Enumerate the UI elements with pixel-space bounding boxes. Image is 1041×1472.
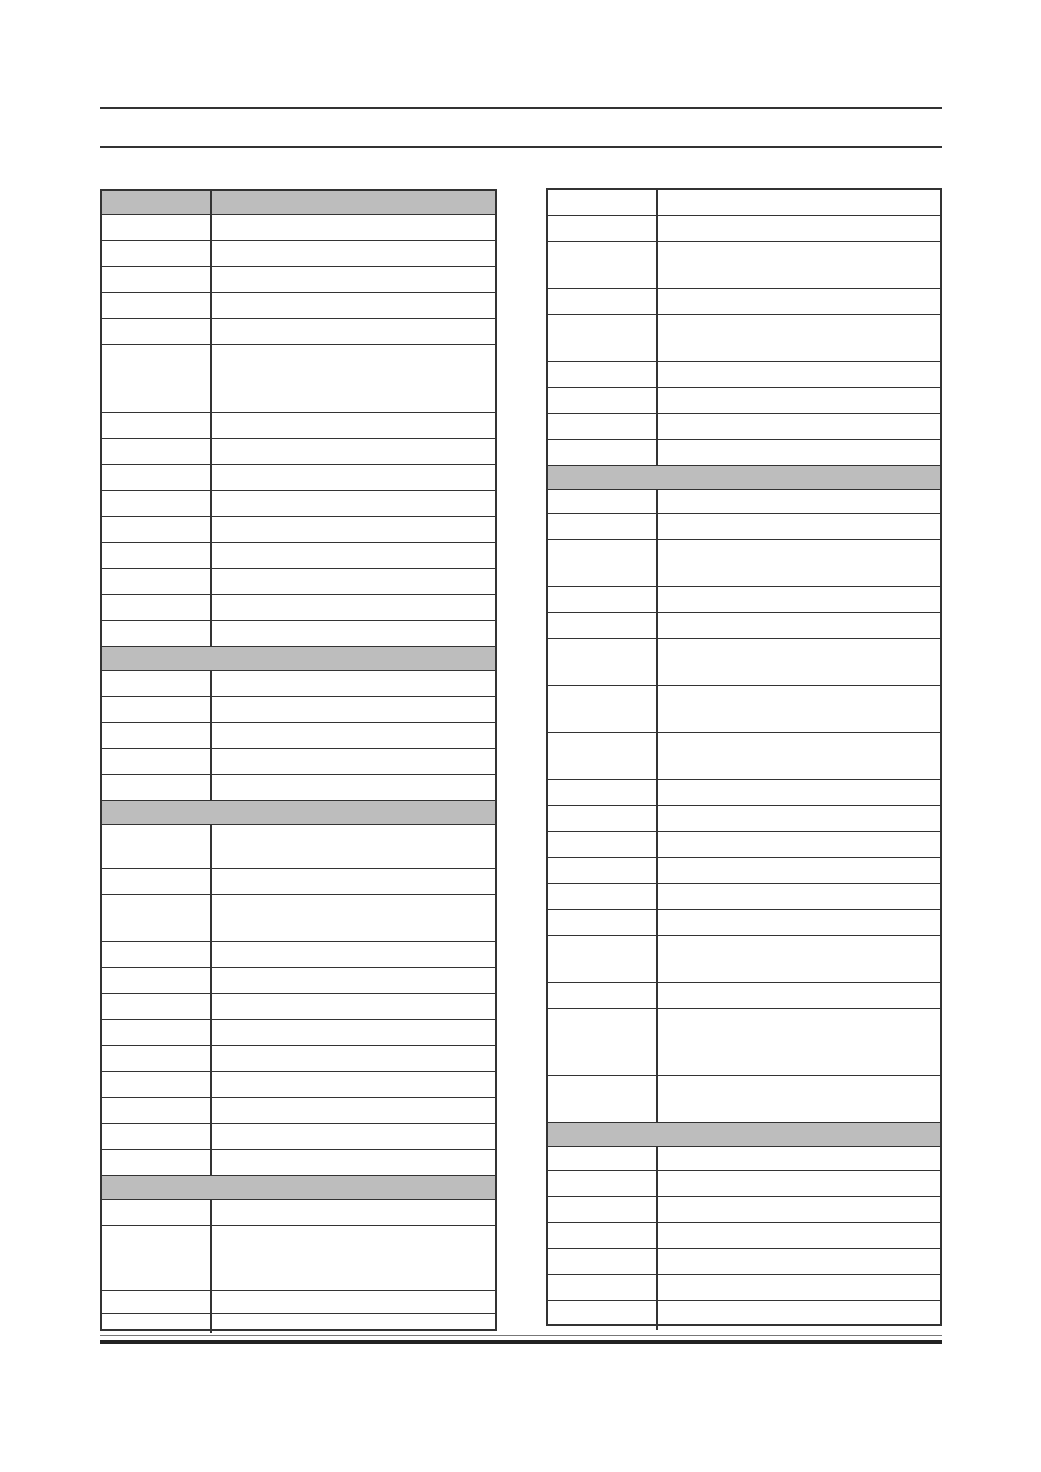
term-cell	[548, 983, 658, 1008]
term-cell	[102, 968, 212, 993]
term-cell	[548, 884, 658, 909]
term-cell	[102, 671, 212, 696]
left-table	[100, 189, 497, 1331]
description-cell	[658, 733, 940, 779]
table-row	[102, 293, 495, 319]
description-cell	[212, 942, 495, 967]
description-cell	[658, 983, 940, 1008]
description-cell	[212, 671, 495, 696]
description-cell	[658, 388, 940, 413]
table-row	[102, 569, 495, 595]
description-cell	[658, 540, 940, 586]
description-cell	[658, 315, 940, 361]
table-row	[102, 1200, 495, 1226]
table-row	[548, 362, 940, 388]
table-row	[548, 1147, 940, 1171]
table-row	[548, 613, 940, 639]
table-row	[548, 315, 940, 362]
term-cell	[548, 1275, 658, 1300]
section-title-cell	[102, 191, 212, 214]
table-row	[102, 895, 495, 942]
description-cell	[212, 697, 495, 722]
term-cell	[102, 1200, 212, 1225]
term-cell	[102, 293, 212, 318]
table-row	[548, 1197, 940, 1223]
description-cell	[658, 216, 940, 241]
table-row	[548, 686, 940, 733]
term-cell	[102, 465, 212, 490]
description-cell	[212, 241, 495, 266]
term-cell	[102, 621, 212, 646]
description-cell	[658, 1223, 940, 1248]
description-cell	[212, 994, 495, 1019]
table-row	[102, 1098, 495, 1124]
description-cell	[212, 215, 495, 240]
table-row	[102, 465, 495, 491]
table-row	[102, 968, 495, 994]
table-row	[102, 697, 495, 723]
table-row	[548, 216, 940, 242]
table-row	[102, 1072, 495, 1098]
description-cell	[658, 514, 940, 539]
table-row	[102, 1291, 495, 1314]
description-cell	[658, 806, 940, 831]
table-row	[548, 1275, 940, 1301]
term-cell	[102, 413, 212, 438]
table-row	[548, 388, 940, 414]
description-cell	[212, 1226, 495, 1290]
term-cell	[548, 540, 658, 586]
top-rule	[100, 107, 942, 109]
footer-rule-thick	[100, 1340, 942, 1344]
footer-rule-thin	[100, 1335, 942, 1336]
term-cell	[102, 595, 212, 620]
term-cell	[548, 613, 658, 638]
term-cell	[102, 215, 212, 240]
table-row	[102, 491, 495, 517]
right-table	[546, 188, 942, 1326]
description-cell	[212, 723, 495, 748]
table-row	[102, 319, 495, 345]
term-cell	[548, 686, 658, 732]
term-cell	[548, 362, 658, 387]
table-row	[548, 639, 940, 686]
term-cell	[548, 639, 658, 685]
term-cell	[102, 1020, 212, 1045]
term-cell	[548, 315, 658, 361]
section-header-row	[102, 801, 495, 825]
table-row	[548, 414, 940, 440]
term-cell	[102, 569, 212, 594]
term-cell	[548, 1009, 658, 1075]
table-row	[548, 440, 940, 466]
term-cell	[102, 267, 212, 292]
table-row	[548, 490, 940, 514]
term-cell	[548, 216, 658, 241]
table-row	[548, 780, 940, 806]
term-cell	[548, 388, 658, 413]
description-cell	[212, 569, 495, 594]
description-cell	[212, 595, 495, 620]
term-cell	[102, 697, 212, 722]
description-cell	[212, 1046, 495, 1071]
table-row	[548, 1223, 940, 1249]
term-cell	[102, 1150, 212, 1175]
description-cell	[212, 413, 495, 438]
table-row	[102, 942, 495, 968]
description-cell	[212, 1291, 495, 1313]
term-cell	[102, 895, 212, 941]
description-cell	[212, 869, 495, 894]
description-cell	[212, 517, 495, 542]
term-cell	[102, 517, 212, 542]
description-cell	[212, 1200, 495, 1225]
term-cell	[102, 723, 212, 748]
term-cell	[102, 1124, 212, 1149]
description-cell	[212, 1314, 495, 1333]
term-cell	[102, 1072, 212, 1097]
term-cell	[548, 1171, 658, 1196]
term-cell	[102, 1291, 212, 1313]
term-cell	[548, 1223, 658, 1248]
description-cell	[658, 190, 940, 215]
term-cell	[548, 1301, 658, 1330]
description-cell	[658, 289, 940, 314]
description-cell	[658, 832, 940, 857]
table-row	[548, 587, 940, 613]
term-cell	[102, 869, 212, 894]
description-cell	[212, 775, 495, 800]
term-cell	[548, 910, 658, 935]
table-row	[102, 1226, 495, 1291]
table-row	[548, 832, 940, 858]
description-cell	[212, 345, 495, 412]
section-title-cell	[102, 647, 495, 670]
description-cell	[212, 1124, 495, 1149]
description-cell	[658, 613, 940, 638]
section-header-row	[548, 1123, 940, 1147]
term-cell	[548, 733, 658, 779]
table-row	[102, 543, 495, 569]
table-row	[548, 1076, 940, 1123]
term-cell	[102, 825, 212, 868]
term-cell	[548, 490, 658, 513]
description-cell	[212, 543, 495, 568]
term-cell	[548, 1147, 658, 1170]
term-cell	[548, 289, 658, 314]
table-row	[548, 540, 940, 587]
header-rule	[100, 146, 942, 148]
description-cell	[658, 587, 940, 612]
term-cell	[102, 1046, 212, 1071]
description-cell	[658, 1171, 940, 1196]
term-cell	[102, 994, 212, 1019]
term-cell	[548, 587, 658, 612]
table-row	[102, 517, 495, 543]
section-title-cell	[548, 1123, 940, 1146]
term-cell	[548, 190, 658, 215]
term-cell	[548, 858, 658, 883]
description-cell	[212, 621, 495, 646]
table-row	[548, 936, 940, 983]
table-row	[102, 267, 495, 293]
description-cell	[658, 780, 940, 805]
description-cell	[212, 1072, 495, 1097]
term-cell	[102, 1098, 212, 1123]
description-cell	[212, 1098, 495, 1123]
description-cell	[212, 267, 495, 292]
description-cell	[658, 1009, 940, 1075]
description-cell	[212, 1020, 495, 1045]
page-title	[100, 116, 942, 140]
table-row	[102, 1314, 495, 1333]
table-row	[548, 1171, 940, 1197]
table-row	[548, 190, 940, 216]
description-cell	[658, 1275, 940, 1300]
table-row	[548, 806, 940, 832]
term-cell	[548, 242, 658, 288]
term-cell	[102, 1226, 212, 1290]
term-cell	[548, 806, 658, 831]
description-cell	[658, 858, 940, 883]
description-cell	[658, 1249, 940, 1274]
description-cell	[658, 884, 940, 909]
term-cell	[102, 345, 212, 412]
table-row	[548, 910, 940, 936]
description-cell	[658, 242, 940, 288]
description-cell	[658, 1301, 940, 1330]
term-cell	[548, 936, 658, 982]
table-row	[548, 514, 940, 540]
section-title-cell	[102, 801, 495, 824]
description-cell	[212, 749, 495, 774]
term-cell	[102, 241, 212, 266]
term-cell	[548, 1249, 658, 1274]
table-row	[548, 733, 940, 780]
description-cell	[658, 936, 940, 982]
description-cell	[658, 910, 940, 935]
term-cell	[548, 1076, 658, 1122]
term-cell	[102, 543, 212, 568]
table-row	[102, 413, 495, 439]
table-row	[102, 1020, 495, 1046]
section-title-cell	[548, 466, 940, 489]
table-row	[102, 775, 495, 801]
description-cell	[212, 1150, 495, 1175]
description-cell	[212, 491, 495, 516]
table-row	[102, 723, 495, 749]
term-cell	[548, 414, 658, 439]
table-row	[102, 749, 495, 775]
description-cell	[212, 825, 495, 868]
table-row	[102, 215, 495, 241]
section-header-row	[102, 647, 495, 671]
term-cell	[102, 319, 212, 344]
table-row	[102, 1124, 495, 1150]
table-header-row	[102, 191, 495, 215]
description-cell	[658, 440, 940, 465]
table-row	[102, 869, 495, 895]
description-cell	[658, 490, 940, 513]
term-cell	[548, 440, 658, 465]
term-cell	[102, 749, 212, 774]
table-row	[548, 858, 940, 884]
term-cell	[548, 832, 658, 857]
table-row	[548, 884, 940, 910]
description-cell	[212, 319, 495, 344]
description-cell	[658, 1147, 940, 1170]
description-cell	[212, 465, 495, 490]
term-cell	[102, 439, 212, 464]
table-row	[102, 345, 495, 413]
term-cell	[548, 1197, 658, 1222]
term-cell	[102, 942, 212, 967]
description-cell	[658, 362, 940, 387]
table-row	[102, 1150, 495, 1176]
description-cell	[658, 686, 940, 732]
table-row	[548, 242, 940, 289]
description-cell	[658, 414, 940, 439]
description-cell	[212, 439, 495, 464]
section-header-row	[102, 1176, 495, 1200]
description-cell	[212, 968, 495, 993]
section-header-row	[548, 466, 940, 490]
term-cell	[102, 775, 212, 800]
table-row	[548, 1009, 940, 1076]
table-row	[548, 983, 940, 1009]
section-title-cell	[102, 1176, 495, 1199]
description-cell	[212, 191, 495, 214]
description-cell	[658, 1076, 940, 1122]
table-row	[548, 289, 940, 315]
term-cell	[102, 1314, 212, 1333]
table-row	[102, 671, 495, 697]
table-row	[102, 825, 495, 869]
table-row	[548, 1301, 940, 1330]
table-row	[102, 439, 495, 465]
table-row	[102, 241, 495, 267]
table-row	[102, 595, 495, 621]
table-row	[102, 621, 495, 647]
table-row	[102, 994, 495, 1020]
table-row	[102, 1046, 495, 1072]
table-row	[548, 1249, 940, 1275]
description-cell	[658, 639, 940, 685]
description-cell	[212, 293, 495, 318]
term-cell	[102, 491, 212, 516]
term-cell	[548, 514, 658, 539]
description-cell	[658, 1197, 940, 1222]
description-cell	[212, 895, 495, 941]
term-cell	[548, 780, 658, 805]
